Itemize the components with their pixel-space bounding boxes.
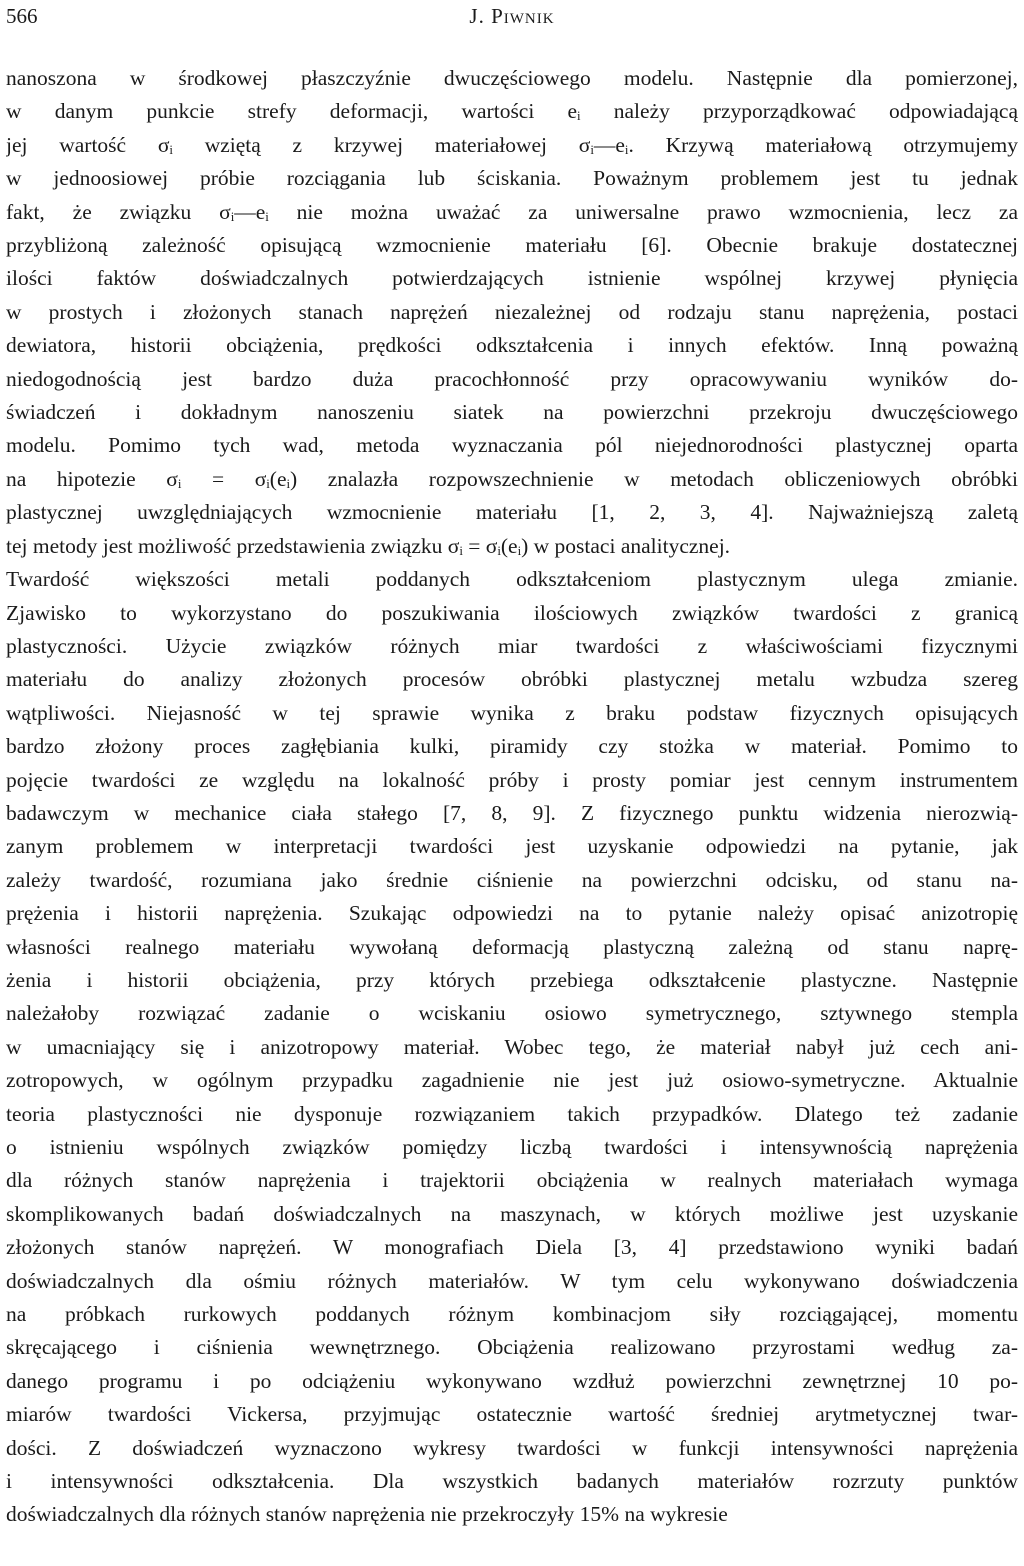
text-line: należałoby rozwiązać zadanie o wciskaniu osiowo symetrycznego, sztywnego stempla: [6, 1001, 1018, 1026]
text-line: zależy twardość, rozumiana jako średnie ciśnienie na powierzchni odcisku, od stanu na-: [6, 867, 1018, 892]
running-head: [6, 2, 1018, 30]
text-line: niedogodnością jest bardzo duża pracochłonność przy opracowywaniu wyników do-: [6, 366, 1018, 391]
text-line: plastyczności. Użycie związków różnych miar twardości z właściwościami fizycznymi: [6, 633, 1018, 658]
text-line: w jednoosiowej próbie rozciągania lub ściskania. Poważnym problemem jest tu jednak: [6, 166, 1018, 191]
text-line: skręcającego i ciśnienia wewnętrznego. Obciążenia realizowano przyrostami według za-: [6, 1335, 1018, 1360]
text-line: w prostych i złożonych stanach naprężeń niezależnej od rodzaju stanu naprężenia, postaci: [6, 299, 1018, 324]
text-line: prężenia i historii naprężenia. Szukając odpowiedzi na to pytanie należy opisać anizotropię: [6, 901, 1018, 926]
text-line: skomplikowanych badań doświadczalnych na maszynach, w których możliwe jest uzyskanie: [6, 1201, 1018, 1226]
text-line: Twardość większości metali poddanych odkształceniom plastycznym ulega zmianie.: [6, 567, 1018, 592]
text-line: dla różnych stanów naprężenia i trajektorii obciążenia w realnych materiałach wymaga: [6, 1168, 1018, 1193]
text-line: na hipotezie σᵢ = σᵢ(eᵢ) znalazła rozpowszechnienie w metodach obliczeniowych obróbki: [6, 466, 1018, 491]
text-line: w danym punkcie strefy deformacji, wartości eᵢ należy przyporządkować odpowiadającą: [6, 99, 1018, 124]
text-line: jej wartość σᵢ wziętą z krzywej materiałowej σᵢ—eᵢ. Krzywą materiałową otrzymujemy: [6, 132, 1018, 157]
text-line: doświadczalnych dla różnych stanów naprężenia nie przekroczyły 15% na wykresie: [6, 1502, 728, 1527]
body-text: [6, 62, 1018, 1532]
text-line: pojęcie twardości ze względu na lokalność próby i prosty pomiar jest cennym instrumentem: [6, 767, 1018, 792]
paragraph-2: [6, 563, 1018, 1532]
text-line: danego programu i po odciążeniu wykonywano wzdłuż powierzchni zewnętrznej 10 po-: [6, 1368, 1018, 1393]
text-line: dości. Z doświadczeń wyznaczono wykresy twardości w funkcji intensywności naprężenia: [6, 1435, 1018, 1460]
text-line: zotropowych, w ogólnym przypadku zagadnienie nie jest już osiowo-symetryczne. Aktualnie: [6, 1068, 1018, 1093]
text-line: doświadczalnych dla ośmiu różnych materiałów. W tym celu wykonywano doświadczenia: [6, 1268, 1018, 1293]
text-line: wątpliwości. Niejasność w tej sprawie wynika z braku podstaw fizycznych opisujących: [6, 700, 1018, 725]
text-line: modelu. Pomimo tych wad, metoda wyznaczania pól niejednorodności plastycznej oparta: [6, 433, 1018, 458]
text-line: plastycznej uwzględniających wzmocnienie materiału [1, 2, 3, 4]. Najważniejszą zaletą: [6, 500, 1018, 525]
text-line: teoria plastyczności nie dysponuje rozwiązaniem takich przypadków. Dlatego też zadanie: [6, 1101, 1018, 1126]
text-line: dewiatora, historii obciążenia, prędkości odkształcenia i innych efektów. Inną poważną: [6, 333, 1018, 358]
text-line: w umacniający się i anizotropowy materiał. Wobec tego, że materiał nabył już cech ani-: [6, 1034, 1018, 1059]
text-line: złożonych stanów naprężeń. W monografiach Diela [3, 4] przedstawiono wyniki badań: [6, 1235, 1018, 1260]
text-line: miarów twardości Vickersa, przyjmując ostatecznie wartość średniej arytmetycznej twar-: [6, 1402, 1018, 1427]
text-line: świadczeń i dokładnym nanoszeniu siatek na powierzchni przekroju dwuczęściowego: [6, 400, 1018, 425]
text-line: żenia i historii obciążenia, przy których przebiega odkształcenie plastyczne. Następnie: [6, 967, 1018, 992]
text-line: zanym problemem w interpretacji twardości jest uzyskanie odpowiedzi na pytanie, jak: [6, 834, 1018, 859]
text-line: fakt, że związku σᵢ—eᵢ nie można uważać za uniwersalne prawo wzmocnienia, lecz za: [6, 199, 1018, 224]
text-line: i intensywności odkształcenia. Dla wszystkich badanych materiałów rozrzuty punktów: [6, 1469, 1018, 1494]
text-line: badawczym w mechanice ciała stałego [7, 8, 9]. Z fizycznego punktu widzenia nierozwią-: [6, 800, 1018, 825]
text-line: ilości faktów doświadczalnych potwierdzających istnienie wspólnej krzywej płynięcia: [6, 266, 1018, 291]
text-line: tej metody jest możliwość przedstawienia związku σᵢ = σᵢ(eᵢ) w postaci analitycznej.: [6, 533, 731, 558]
text-line: materiału do analizy złożonych procesów obróbki plastycznej metalu wzbudza szereg: [6, 667, 1018, 692]
text-line: przybliżoną zależność opisującą wzmocnienie materiału [6]. Obecnie brakuje dostatecznej: [6, 233, 1018, 258]
running-author: J. Piwnik: [469, 4, 555, 28]
text-line: na próbkach rurkowych poddanych różnym kombinacjom siły rozciągającej, momentu: [6, 1302, 1018, 1327]
paragraph-1: [6, 62, 1018, 563]
text-line: Zjawisko to wykorzystano do poszukiwania ilościowych związków twardości z granicą: [6, 600, 1018, 625]
page-number: 566: [6, 4, 38, 28]
text-line: nanoszona w środkowej płaszczyźnie dwuczęściowego modelu. Następnie dla pomierzonej,: [6, 66, 1018, 90]
text-line: o istnieniu wspólnych związków pomiędzy liczbą twardości i intensywnością naprężenia: [6, 1135, 1018, 1159]
text-line: własności realnego materiału wywołaną deformacją plastyczną zależną od stanu naprę-: [6, 934, 1018, 959]
text-line: bardzo złożony proces zagłębiania kulki, piramidy czy stożka w materiał. Pomimo to: [6, 734, 1018, 759]
